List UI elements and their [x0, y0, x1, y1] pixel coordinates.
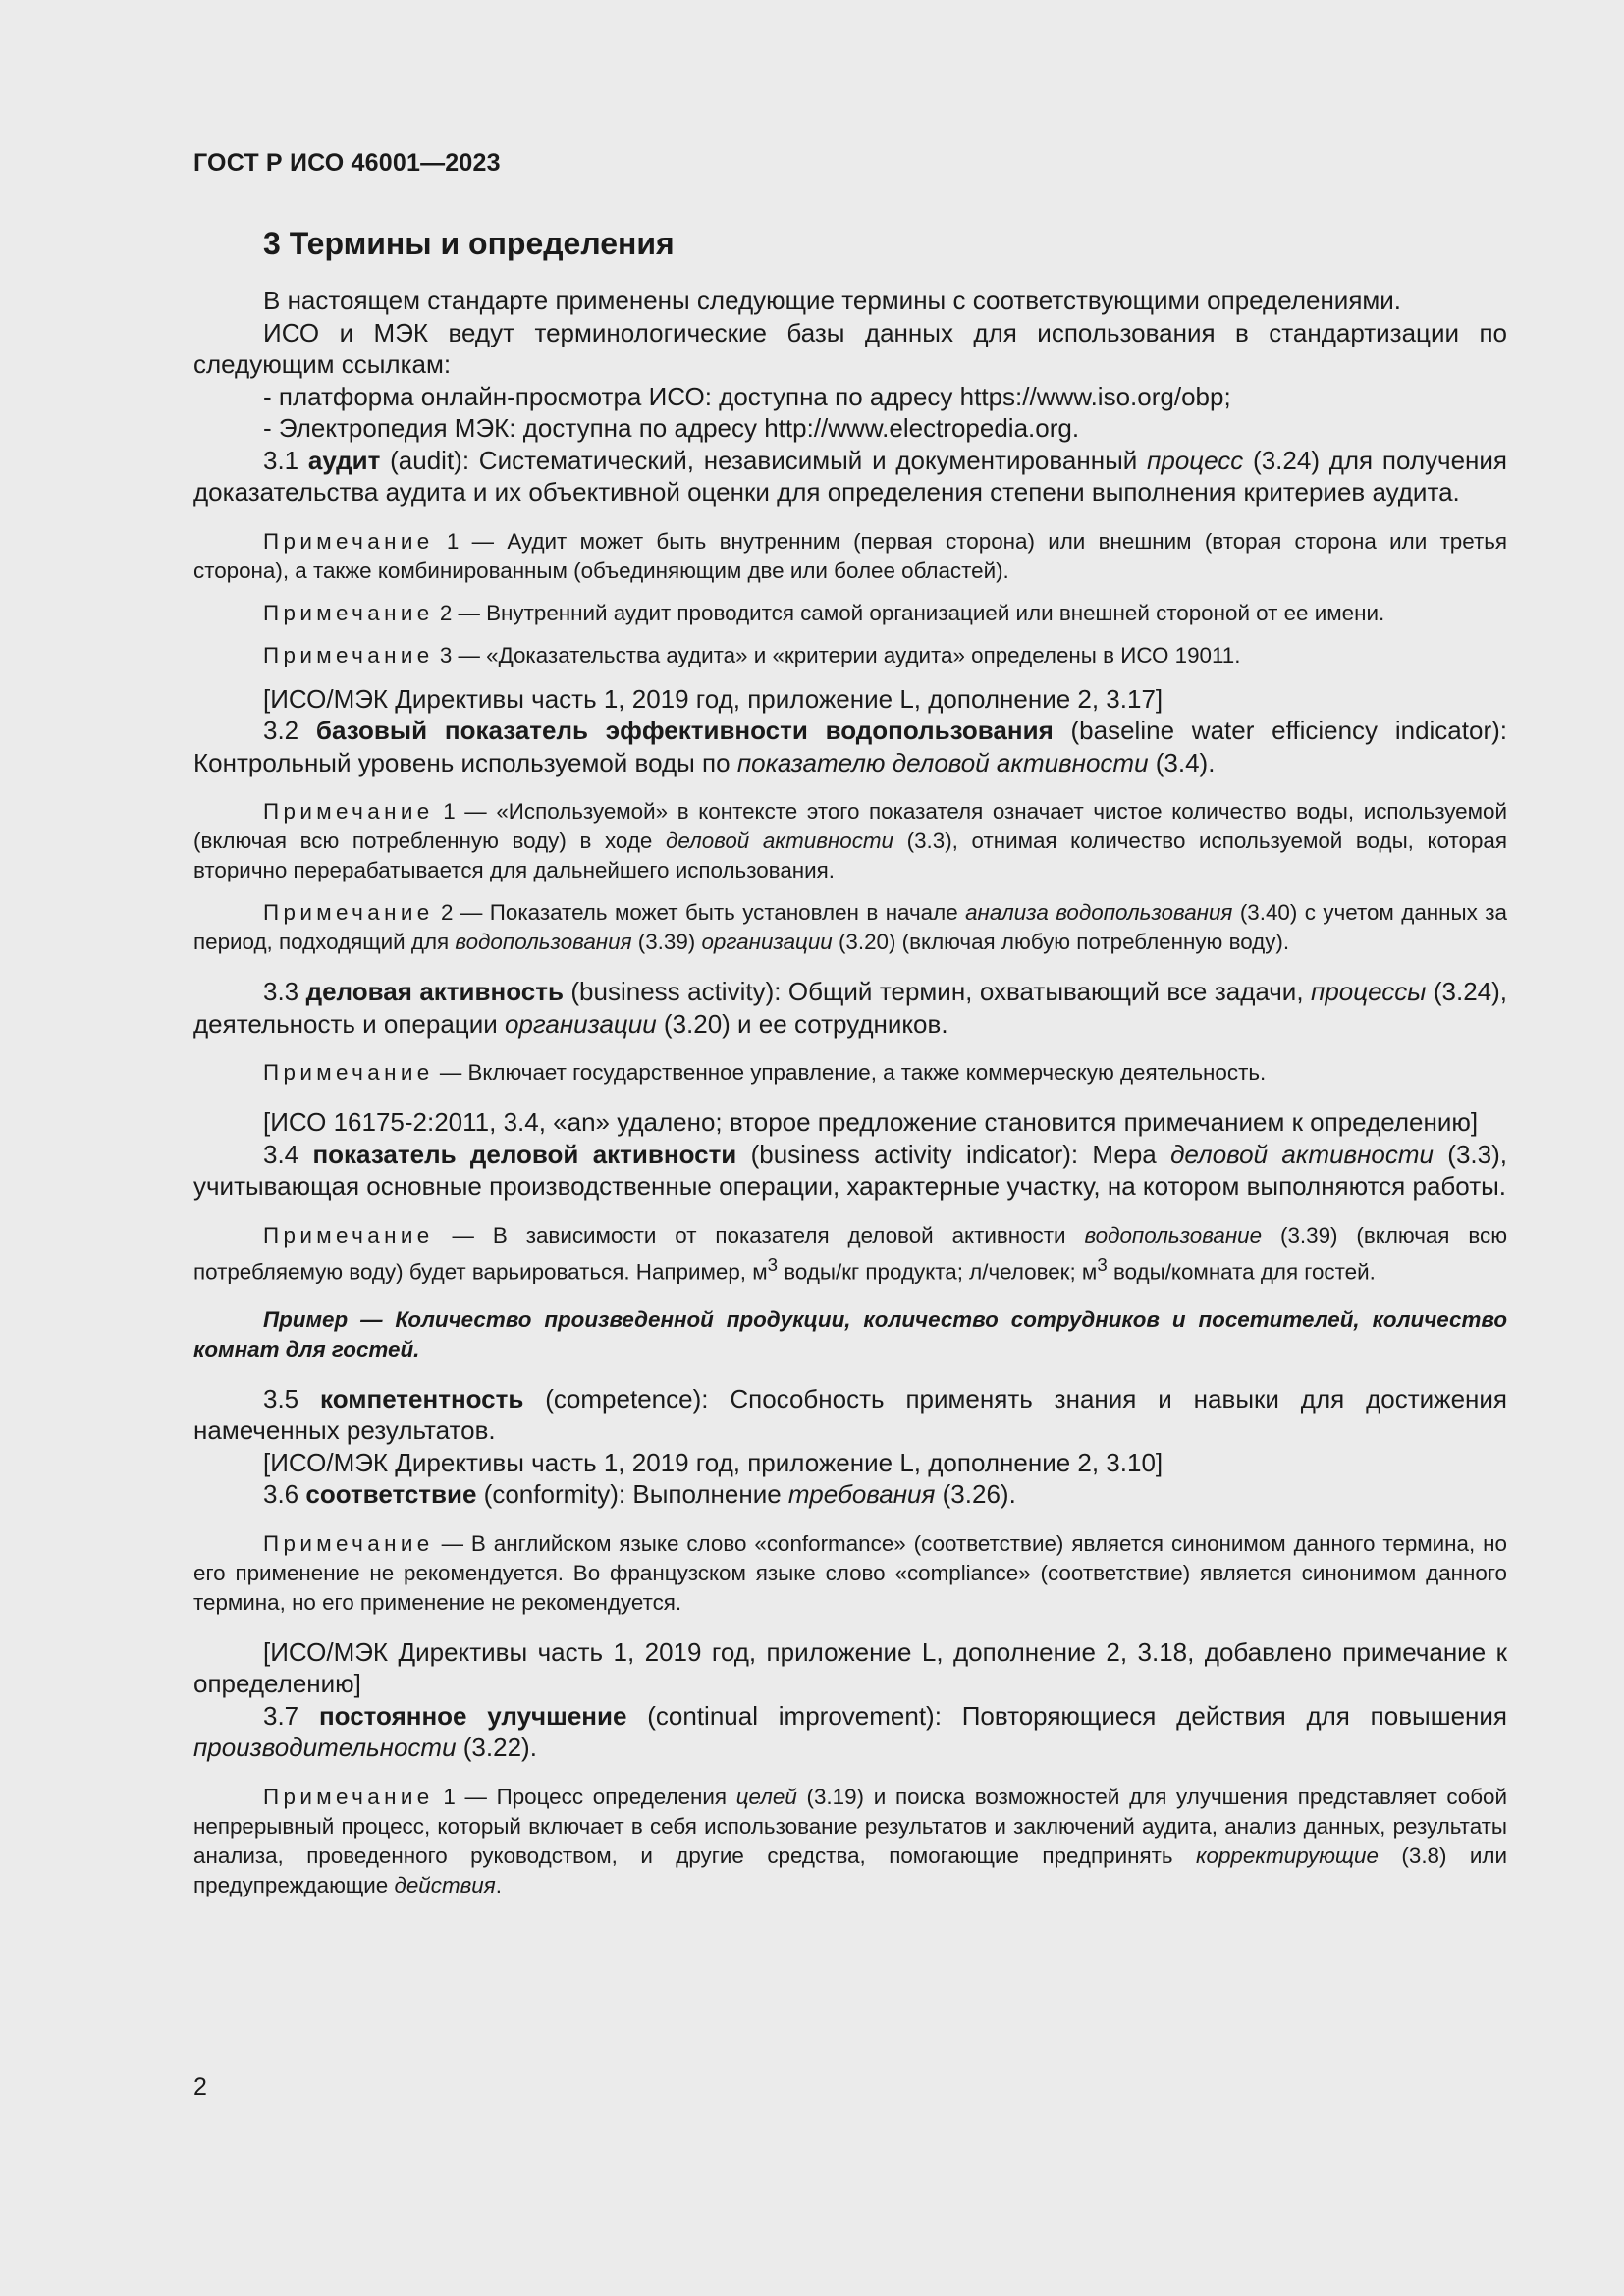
- term-text: (3.24) для получения доказательства аудита и их объективной оценки для определения степени выполнения критериев аудита.: [193, 445, 1507, 507]
- term-number: 3.2: [263, 716, 316, 745]
- note-text: воды/кг продукта; л/человек; м: [778, 1258, 1098, 1284]
- note-text: 2 — Внутренний аудит проводится самой организацией или внешней стороной от ее имени.: [433, 600, 1385, 625]
- term-text: (continual improvement): Повторяющиеся действия для повышения: [626, 1700, 1507, 1731]
- term-text: (3.4).: [1148, 747, 1216, 777]
- term-reference: деловой активности: [1170, 1139, 1434, 1169]
- note-reference: водопользование: [1084, 1222, 1263, 1248]
- term-name: показатель деловой активности: [312, 1139, 737, 1169]
- superscript: 3: [1097, 1254, 1108, 1275]
- term-3-2-note-1: [193, 797, 1507, 885]
- term-name: компетентность: [320, 1383, 524, 1414]
- term-3-2: [193, 715, 1507, 778]
- term-text: (audit): Систематический, независимый и документированный: [380, 445, 1148, 475]
- note-text: (3.8) или предупреждающие: [193, 1842, 1507, 1897]
- term-text: (3.22).: [456, 1733, 537, 1763]
- term-3-1-note-1: [193, 527, 1507, 586]
- term-3-2-note-2: [193, 898, 1507, 957]
- note-reference: организации: [701, 930, 833, 954]
- intro-line-2: ИСО и МЭК ведут терминологические базы данных для использования в стандартизации по следующим ссылкам:: [193, 317, 1507, 379]
- note-text: (3.20) (включая любую потребленную воду).: [832, 930, 1290, 954]
- term-3-7-note-1: [193, 1783, 1507, 1900]
- term-text: (3.24), деятельность и операции: [193, 977, 1508, 1039]
- term-number: 3.3: [263, 977, 306, 1006]
- note-text: 2 — Показатель может быть установлен в начале: [433, 900, 966, 925]
- term-number: 3.6: [263, 1479, 306, 1510]
- term-number: 3.4: [263, 1139, 313, 1169]
- term-name: аудит: [307, 445, 381, 475]
- term-3-7: [193, 1700, 1507, 1764]
- term-reference: процессы: [1311, 977, 1427, 1006]
- note-reference: деловой активности: [665, 828, 894, 853]
- term-number: 3.7: [263, 1700, 319, 1731]
- term-3-5: [193, 1383, 1507, 1447]
- note-text: (3.19) и поиска возможностей для улучшения представляет собой непрерывный процесс, который включает в себя использование результатов и заключений аудита, анализ данных, результаты анализа, проведенного руководством, и другие средства, помогающие предпринять: [193, 1784, 1508, 1868]
- note-reference: целей: [735, 1784, 797, 1809]
- term-text: (business activity indicator): Мера: [736, 1139, 1171, 1169]
- term-3-4-note: [193, 1221, 1507, 1287]
- note-text: (3.39): [631, 930, 702, 954]
- term-3-1-note-3: [193, 641, 1507, 670]
- note-text: 1 — Процесс определения: [433, 1784, 736, 1809]
- document-code: ГОСТ Р ИСО 46001—2023: [193, 149, 501, 177]
- term-reference: организации: [504, 1008, 657, 1039]
- intro-bullet-iec: - Электропедия МЭК: доступна по адресу http://www.electropedia.org.: [263, 413, 1080, 443]
- term-3-3-source: [ИСО 16175-2:2011, 3.4, «an» удалено; второе предложение становится примечанием к определению]: [263, 1107, 1479, 1137]
- term-name: деловая активность: [305, 977, 564, 1006]
- note-text: 3 — «Доказательства аудита» и «критерии аудита» определены в ИСО 19011.: [433, 642, 1241, 667]
- term-text: (business activity): Общий термин, охватывающий все задачи,: [563, 977, 1312, 1006]
- note-label: Примечание: [263, 900, 434, 925]
- term-name: соответствие: [305, 1479, 477, 1510]
- note-label: Примечание: [263, 528, 434, 554]
- term-3-1-note-2: [193, 599, 1507, 628]
- note-reference: корректирующие: [1195, 1842, 1379, 1868]
- term-3-6-source: [ИСО/МЭК Директивы часть 1, 2019 год, приложение L, дополнение 2, 3.18, добавлено примечание к определению]: [193, 1636, 1507, 1699]
- note-label: Примечание: [263, 1060, 434, 1085]
- term-text: (conformity): Выполнение: [476, 1479, 788, 1510]
- page-number: 2: [193, 2073, 207, 2101]
- note-label: Примечание: [263, 1222, 434, 1248]
- example-text: — Количество произведенной продукции, количество сотрудников и посетителей, количество комнат для гостей.: [193, 1307, 1507, 1362]
- term-3-1-source: [ИСО/МЭК Директивы часть 1, 2019 год, приложение L, дополнение 2, 3.17]: [263, 683, 1164, 714]
- term-3-3-note: [193, 1058, 1507, 1088]
- term-text: (competence): Способность применять знания и навыки для достижения намеченных результатов.: [193, 1383, 1507, 1446]
- term-text: (3.26).: [935, 1479, 1016, 1510]
- superscript: 3: [767, 1254, 779, 1275]
- note-text: — В зависимости от показателя деловой активности: [433, 1222, 1085, 1248]
- note-text: — Включает государственное управление, а также коммерческую деятельность.: [433, 1060, 1267, 1085]
- term-number: 3.1: [263, 445, 308, 475]
- term-reference: требования: [787, 1479, 936, 1510]
- note-text: .: [495, 1872, 502, 1897]
- note-label: Примечание: [263, 642, 434, 667]
- section-body: [193, 285, 1507, 1900]
- note-text: — В английском языке слово «conformance» (соответствие) является синонимом данного термина, но его применение не рекомендуется. Во французском языке слово «compliance» (соответствие) является синонимом данного термина, но его применение не рекомендуется.: [193, 1530, 1507, 1615]
- term-3-4-example: [193, 1306, 1507, 1364]
- term-3-5-source: [ИСО/МЭК Директивы часть 1, 2019 год, приложение L, дополнение 2, 3.10]: [263, 1447, 1164, 1477]
- term-name: базовый показатель эффективности водопользования: [315, 716, 1054, 745]
- term-3-1: [193, 445, 1507, 508]
- note-label: Примечание: [263, 1784, 434, 1809]
- intro-bullet-iso: - платформа онлайн-просмотра ИСО: доступна по адресу https://www.iso.org/obp;: [263, 381, 1231, 411]
- note-reference: водопользования: [455, 930, 632, 954]
- note-reference: действия: [394, 1872, 496, 1897]
- term-text: (baseline water efficiency indicator): Контрольный уровень используемой воды по: [193, 716, 1507, 777]
- section-title: 3 Термины и определения: [263, 226, 675, 261]
- note-reference: анализа водопользования: [965, 900, 1233, 925]
- note-text: (3.40) с учетом данных за период, подходящий для: [193, 900, 1507, 954]
- term-3-4: [193, 1139, 1507, 1202]
- term-number: 3.5: [263, 1383, 321, 1414]
- term-3-3: [193, 976, 1507, 1040]
- term-text: (3.20) и ее сотрудников.: [656, 1008, 948, 1039]
- term-name: постоянное улучшение: [318, 1700, 627, 1731]
- note-text: воды/комната для гостей.: [1107, 1258, 1376, 1284]
- note-text: 1 — Аудит может быть внутренним (первая сторона) или внешним (вторая сторона или третья сторона), а также комбинированным (объединяющим две или более областей).: [193, 528, 1507, 583]
- note-text: (3.3), отнимая количество используемой воды, которая вторично перерабатывается для дальнейшего использования.: [193, 828, 1507, 882]
- term-reference: процесс: [1147, 445, 1244, 475]
- term-reference: производительности: [193, 1733, 457, 1763]
- term-reference: показателю деловой активности: [736, 747, 1149, 777]
- term-3-6: [193, 1478, 1507, 1511]
- note-label: Примечание: [263, 600, 434, 625]
- note-label: Примечание: [263, 799, 434, 824]
- term-3-6-note: [193, 1529, 1507, 1618]
- term-text: (3.3), учитывающая основные производственные операции, характерные участку, на котором выполняются работы.: [193, 1139, 1507, 1201]
- example-label: Пример: [263, 1307, 349, 1332]
- note-text: 1 — «Используемой» в контексте этого показателя означает чистое количество воды, используемой (включая всю потребленную воду) в ходе: [193, 799, 1507, 853]
- note-text: (3.39) (включая всю потребляемую воду) будет варьироваться. Например, м: [193, 1222, 1507, 1284]
- note-label: Примечание: [263, 1530, 434, 1556]
- intro-line-1: В настоящем стандарте применены следующие термины с соответствующими определениями.: [263, 286, 1402, 315]
